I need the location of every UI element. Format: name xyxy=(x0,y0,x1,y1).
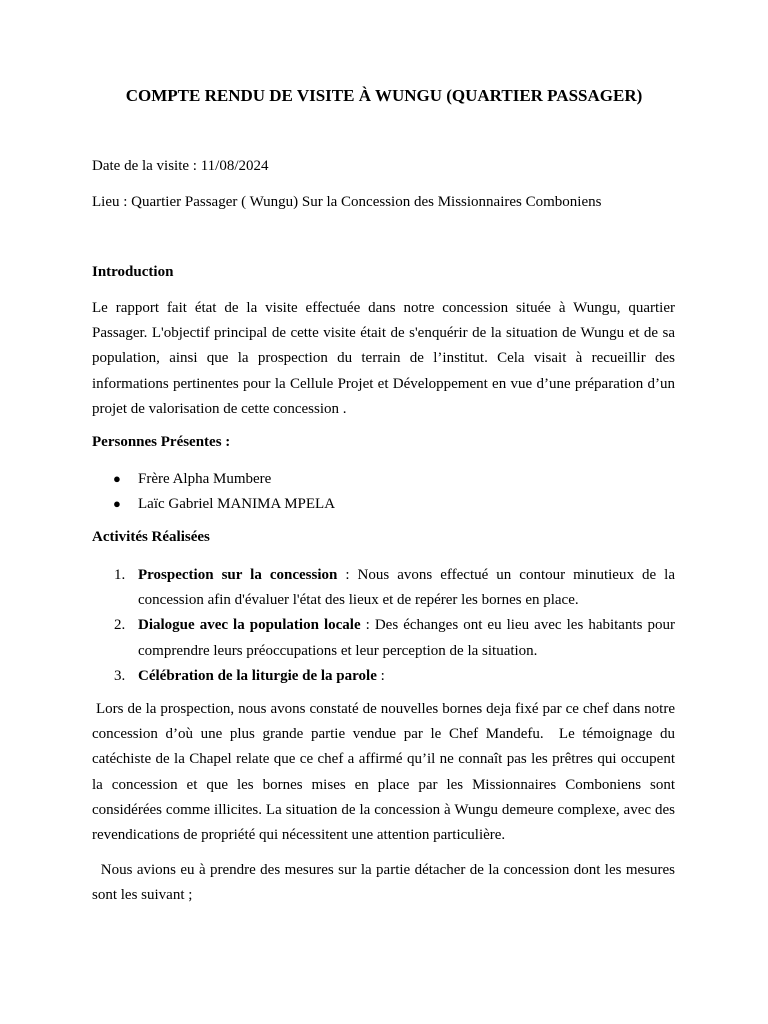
introduction-text: Le rapport fait état de la visite effectuée dans notre concession située à Wungu, quartier Passager. L'objectif principal de cette visite était de s'enquérir de la situation de Wungu et de sa population, ainsi que la prospection du terrain de l’institut. Cela visait à recueillir des informations pertinentes pour la Cellule Projet et Développement en vue d’une préparation d’un projet de valorisation de cette concession . xyxy=(92,300,675,417)
visit-location: Lieu : Quartier Passager ( Wungu) Sur la Concession des Missionnaires Comboniens xyxy=(92,194,602,210)
list-item xyxy=(92,563,675,613)
activity-text: : xyxy=(376,667,385,684)
personnes-list xyxy=(92,468,335,518)
bullet-icon: ● xyxy=(113,471,121,486)
item-number: 2. xyxy=(114,617,126,634)
document-title: COMPTE RENDU DE VISITE À WUNGU (QUARTIER PASSAGER) xyxy=(125,86,643,105)
list-item xyxy=(92,664,675,689)
activites-list xyxy=(92,563,675,689)
visit-date: Date de la visite : 11/08/2024 xyxy=(92,158,269,174)
activites-heading: Activités Réalisées xyxy=(92,529,210,545)
list-item xyxy=(92,613,675,663)
activity-title: Célébration de la liturgie de la parole xyxy=(138,667,377,684)
item-number: 3. xyxy=(114,667,126,684)
list-item xyxy=(92,493,335,518)
activity-title: Prospection sur la concession xyxy=(138,567,338,583)
item-number: 1. xyxy=(114,567,126,583)
activity-text: : Nous avons effectué un contour minutieux de la concession afin d'évaluer l'état des lieux et de repérer les bornes en place. xyxy=(138,567,675,609)
bullet-icon: ● xyxy=(113,496,121,511)
mesures-paragraph: Nous avions eu à prendre des mesures sur la partie détacher de la concession dont les mesures sont les suivant ; xyxy=(92,862,679,904)
person-name: Laïc Gabriel MANIMA MPELA xyxy=(138,496,336,512)
list-item xyxy=(92,468,335,493)
introduction-heading: Introduction xyxy=(92,264,174,280)
person-name: Frère Alpha Mumbere xyxy=(138,471,272,487)
activity-text: : Des échanges ont eu lieu avec les habitants pour comprendre leurs préoccupations et leur perception de la situation. xyxy=(138,617,675,659)
activity-title: Dialogue avec la population locale xyxy=(138,617,361,634)
personnes-heading: Personnes Présentes : xyxy=(92,434,231,450)
prospection-paragraph: Lors de la prospection, nous avons constaté de nouvelles bornes deja fixé par ce chef dans notre concession d’où une plus grande partie vendue par le Chef Mandefu. Le témoignage du catéchiste de la Chapel relate que ce chef a affirmé qu’il ne connaît pas les prêtres qui occupent la concession et que les bornes mises en place par les Missionnaires Comboniens sont considérées comme illicites. La situation de la concession à Wungu demeure complexe, avec des revendications de propriété qui nécessitent une attention particulière. xyxy=(92,701,679,844)
